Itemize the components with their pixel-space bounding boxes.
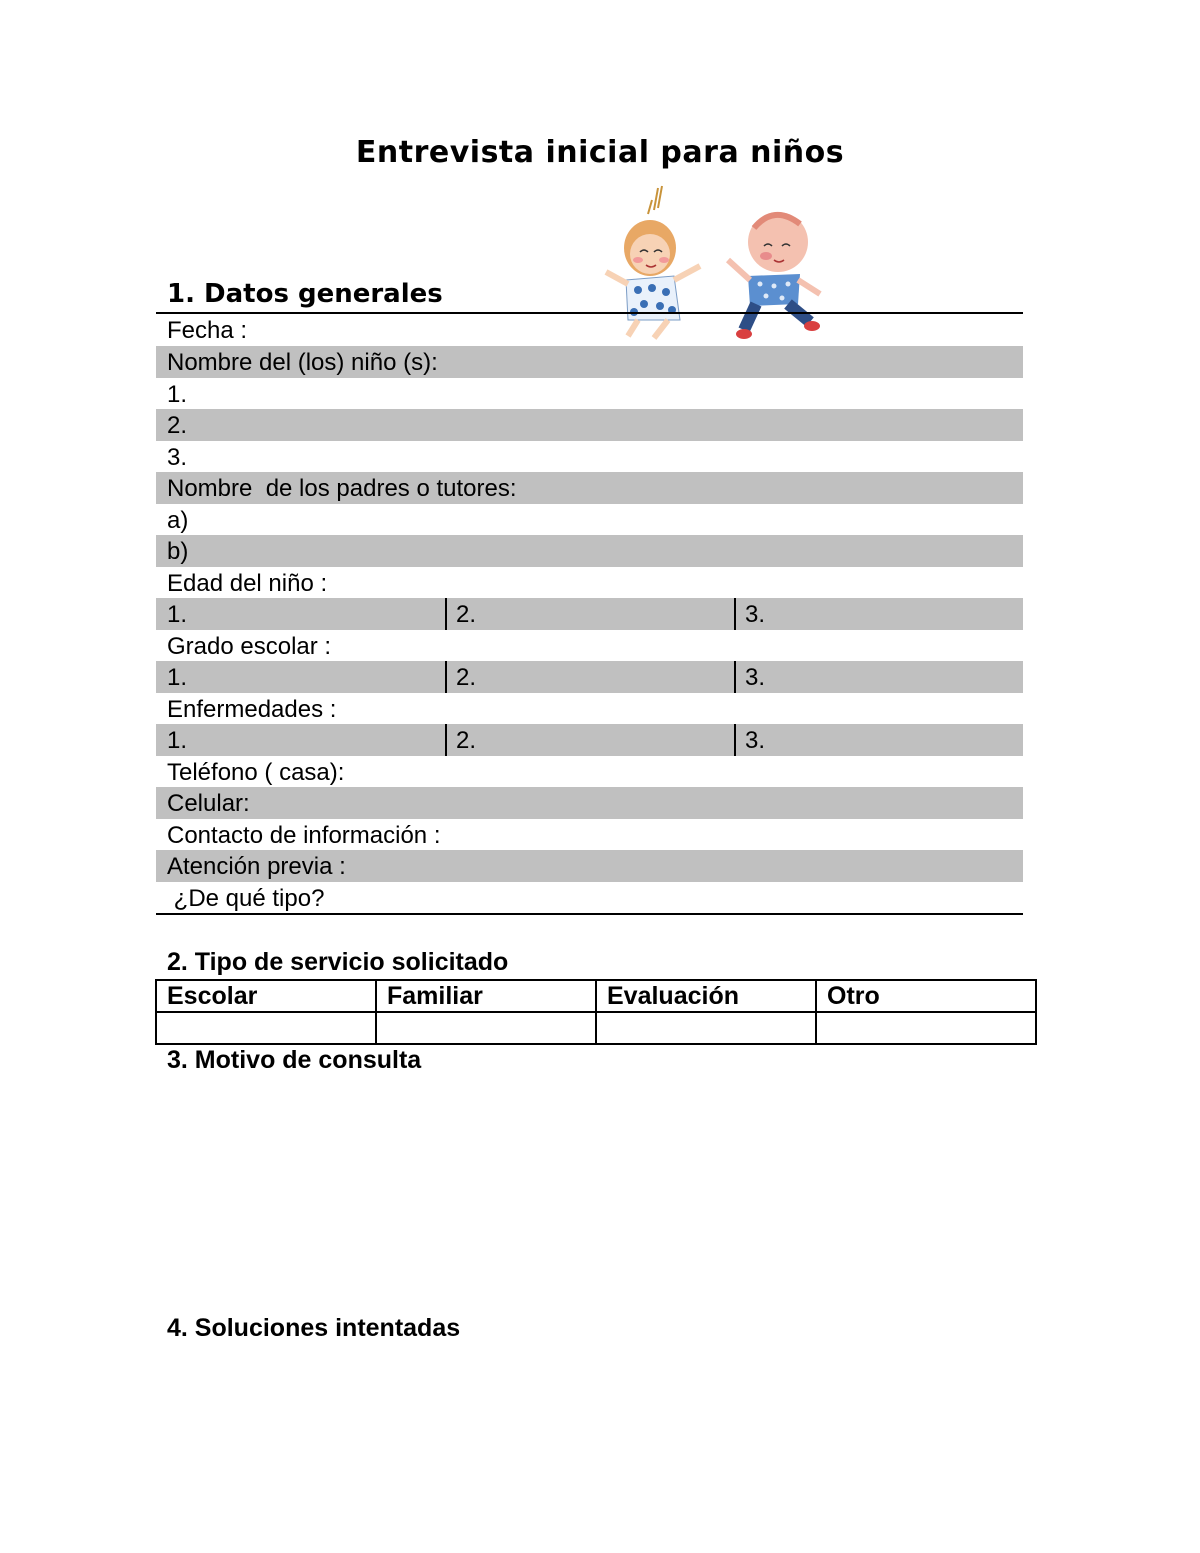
service-cell-otro[interactable] xyxy=(816,1012,1036,1044)
edad-row xyxy=(156,598,1023,630)
section-4-heading: 4. Soluciones intentadas xyxy=(167,1314,461,1342)
service-cell-escolar[interactable] xyxy=(156,1012,376,1044)
section-1-bottom-rule xyxy=(156,913,1023,915)
field-nombre-ninos[interactable]: Nombre del (los) niño (s): xyxy=(156,346,1023,378)
field-edad-label: Edad del niño : xyxy=(167,570,328,597)
field-padre-b[interactable]: b) xyxy=(156,535,1023,567)
section-2-heading: 2. Tipo de servicio solicitado xyxy=(167,948,509,976)
grado-cell-2[interactable]: 2. xyxy=(445,661,734,693)
section-1-heading: 1. Datos generales xyxy=(167,279,443,309)
field-nino-2[interactable]: 2. xyxy=(156,409,1023,441)
service-type-table xyxy=(155,979,1037,1045)
enfermedades-cell-2[interactable]: 2. xyxy=(445,724,734,756)
field-padre-a[interactable]: a) xyxy=(167,507,189,534)
field-nino-1[interactable]: 1. xyxy=(167,381,188,408)
field-celular[interactable]: Celular: xyxy=(156,787,1023,819)
enfermedades-cell-1[interactable]: 1. xyxy=(167,727,188,754)
service-header-row xyxy=(156,980,1036,1012)
enfermedades-cell-3[interactable]: 3. xyxy=(734,724,1023,756)
field-fecha[interactable]: Fecha : xyxy=(167,317,248,344)
grado-row xyxy=(156,661,1023,693)
field-nombre-padres[interactable]: Nombre de los padres o tutores: xyxy=(156,472,1023,504)
service-col-evaluacion: Evaluación xyxy=(596,980,816,1012)
field-telefono[interactable]: Teléfono ( casa): xyxy=(167,759,345,786)
service-answer-row xyxy=(156,1012,1036,1044)
field-tipo-atencion[interactable]: ¿De qué tipo? xyxy=(167,885,325,912)
field-enfermedades-label: Enfermedades : xyxy=(167,696,337,723)
service-cell-familiar[interactable] xyxy=(376,1012,596,1044)
document-title: Entrevista inicial para niños xyxy=(355,135,845,170)
grado-cell-1[interactable]: 1. xyxy=(167,664,188,691)
field-atencion-previa[interactable]: Atención previa : xyxy=(156,850,1023,882)
field-grado-label: Grado escolar : xyxy=(167,633,332,660)
field-nino-3[interactable]: 3. xyxy=(167,444,188,471)
service-col-otro: Otro xyxy=(816,980,1036,1012)
grado-cell-3[interactable]: 3. xyxy=(734,661,1023,693)
service-cell-evaluacion[interactable] xyxy=(596,1012,816,1044)
edad-cell-2[interactable]: 2. xyxy=(445,598,734,630)
service-col-familiar: Familiar xyxy=(376,980,596,1012)
enfermedades-row xyxy=(156,724,1023,756)
edad-cell-1[interactable]: 1. xyxy=(167,601,188,628)
edad-cell-3[interactable]: 3. xyxy=(734,598,1023,630)
service-col-escolar: Escolar xyxy=(156,980,376,1012)
section-3-heading: 3. Motivo de consulta xyxy=(167,1046,422,1074)
field-contacto[interactable]: Contacto de información : xyxy=(167,822,441,849)
